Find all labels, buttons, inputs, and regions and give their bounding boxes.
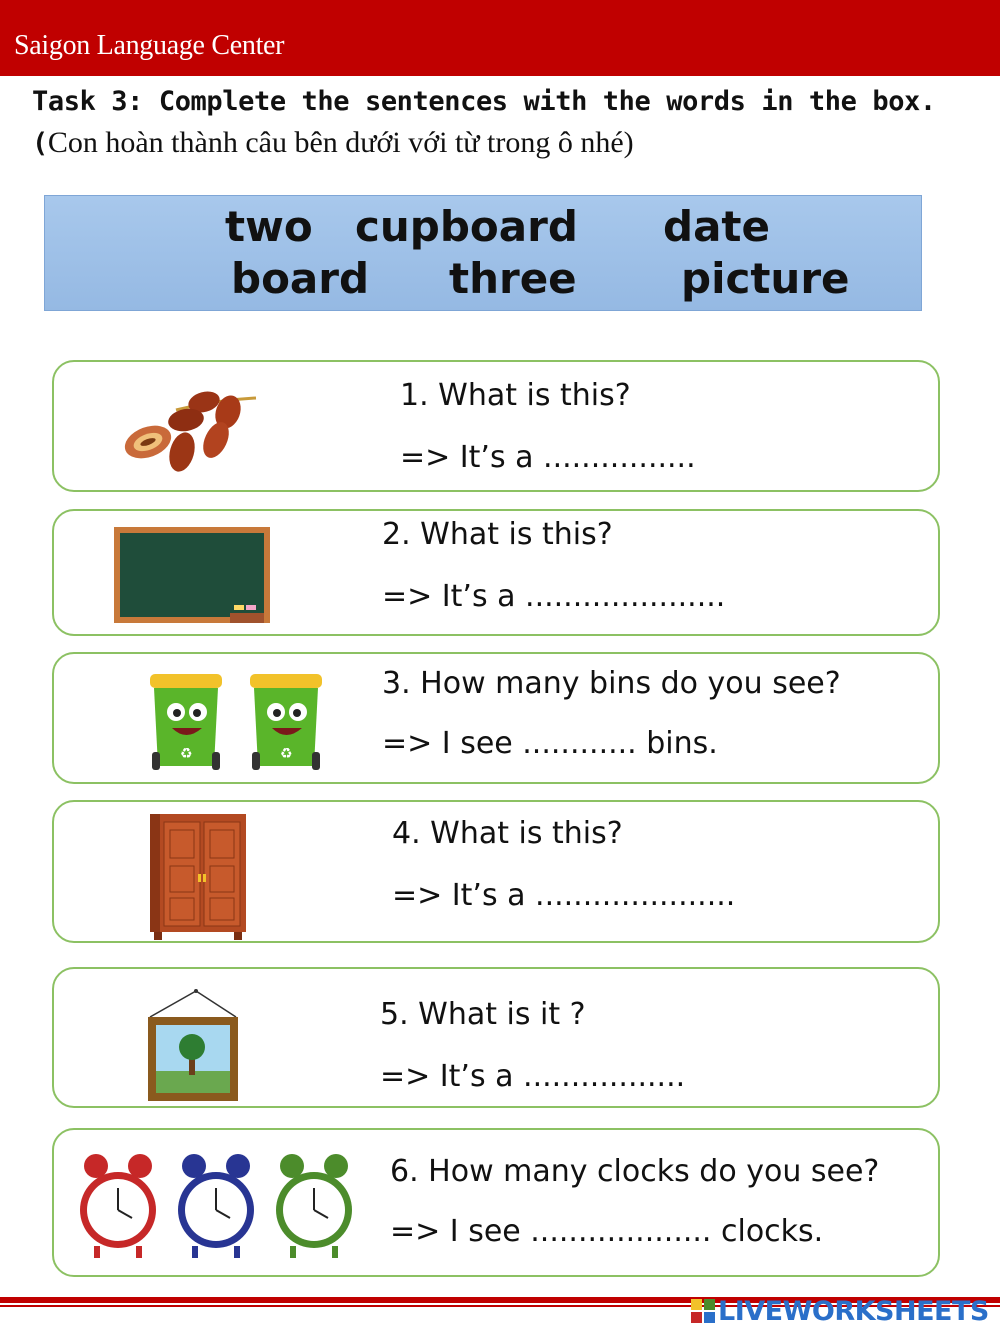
svg-text:♻: ♻ (180, 746, 193, 762)
svg-text:♻: ♻ (280, 746, 293, 762)
question-card-4 (52, 800, 940, 943)
liveworksheets-logo-text: LIVEWORKSHEETS (718, 1295, 989, 1327)
liveworksheets-logo (690, 1296, 989, 1326)
answer-text: => It’s a ..................... (382, 579, 726, 614)
question-card-5 (52, 967, 940, 1108)
question-text: 5. What is it ? (380, 997, 586, 1032)
answer-text: => It’s a ..................... (392, 878, 736, 913)
three-alarm-clocks-picture (76, 1152, 356, 1264)
question-card-2 (52, 509, 940, 636)
header-title: Saigon Language Center (14, 30, 285, 61)
question-text: 3. How many bins do you see? (382, 666, 841, 701)
blackboard-picture (112, 525, 272, 627)
answer-text: => It’s a ................. (380, 1059, 686, 1094)
cupboard-picture (146, 810, 250, 942)
answer-text: => It’s a ................ (400, 440, 696, 475)
question-text: 2. What is this? (382, 517, 613, 552)
word-box (44, 195, 922, 311)
question-text: 1. What is this? (400, 378, 631, 413)
question-card-1 (52, 360, 940, 492)
task-instruction (32, 80, 982, 164)
dates-fruit-picture (116, 380, 266, 480)
answer-text: => I see ................... clocks. (390, 1214, 824, 1249)
liveworksheets-logo-icon (690, 1298, 716, 1324)
question-text: 4. What is this? (392, 816, 623, 851)
question-card-6 (52, 1128, 940, 1277)
word-box-item: three (449, 254, 577, 303)
header-bar (0, 0, 1000, 76)
word-box-item: cupboard (355, 202, 578, 251)
two-recycling-bins-picture (146, 672, 326, 776)
word-box-item: board (231, 254, 370, 303)
question-text: 6. How many clocks do you see? (390, 1154, 880, 1189)
task-instruction-english: Task 3: Complete the sentences with the words in the box. ( (32, 86, 936, 159)
question-card-3 (52, 652, 940, 784)
framed-picture-picture (144, 987, 244, 1105)
word-box-item: picture (681, 254, 850, 303)
task-instruction-vietnamese: Con hoàn thành câu bên dưới với từ trong ô nhé) (47, 126, 634, 159)
word-box-item: two (225, 202, 313, 251)
word-box-item: date (663, 202, 770, 251)
answer-text: => I see ............ bins. (382, 726, 718, 761)
